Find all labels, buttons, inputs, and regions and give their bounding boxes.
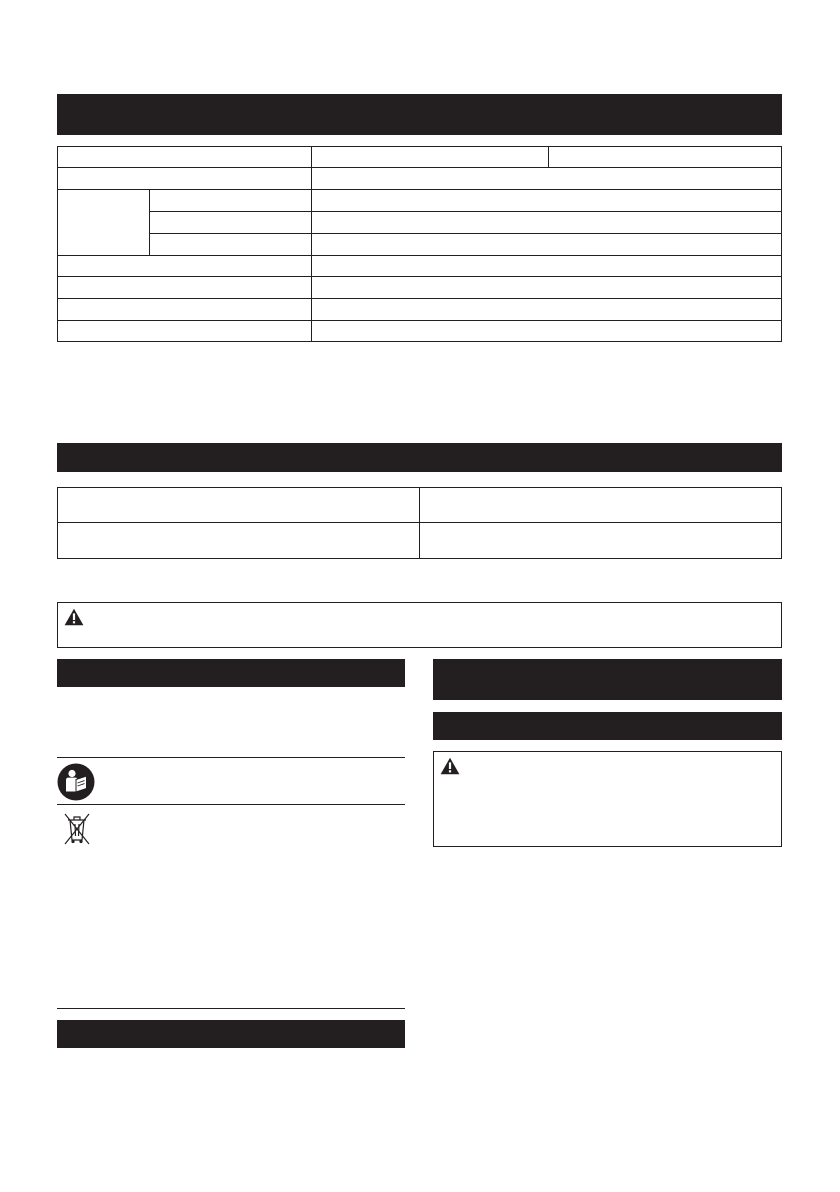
symbols-header-bar [57,659,405,687]
spec-row-divider [57,276,782,277]
spec-column-divider [548,146,549,167]
spec-row-divider [57,189,149,190]
general-warning-box [433,751,782,847]
spec-row-divider [149,233,782,234]
read-manual-icon [57,763,95,801]
applicable-battery-header-bar [57,443,782,472]
spec-row-divider [57,255,782,256]
warning-triangle-icon [64,608,84,626]
symbols-divider [57,757,405,758]
intended-use-header-bar [57,1020,405,1048]
warning-box [57,602,782,648]
battery-column-divider [419,487,420,559]
spec-row-divider [57,298,782,299]
specifications-table [57,146,782,342]
spec-column-divider [149,189,150,255]
crossed-out-wheelie-bin-icon [63,812,91,846]
spec-row-divider [149,189,782,190]
spec-row-divider [149,211,782,212]
spec-row-divider [57,167,782,168]
safety-warnings-header-bar [433,659,782,700]
warning-triangle-icon [440,757,460,775]
specifications-header-bar [57,94,782,135]
general-safety-header-bar [433,712,782,740]
spec-row-divider [57,320,782,321]
symbols-divider [57,1008,405,1009]
spec-column-divider [311,146,312,342]
symbols-divider [57,804,405,805]
